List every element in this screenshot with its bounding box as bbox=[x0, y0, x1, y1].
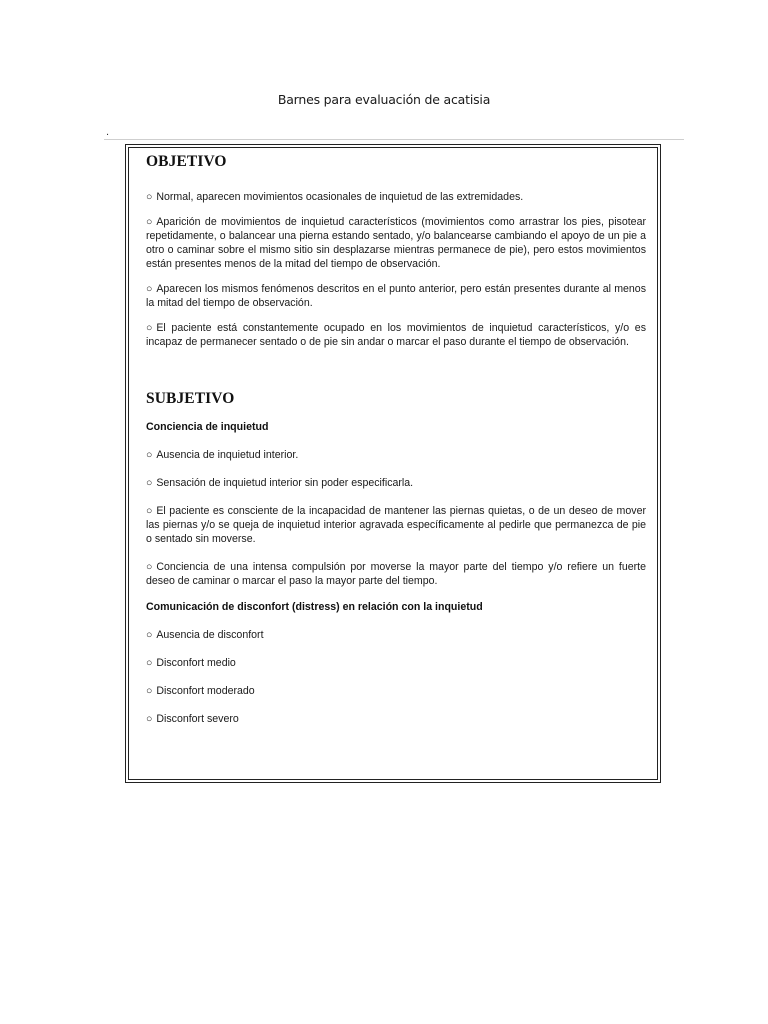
header-divider bbox=[104, 139, 684, 140]
awareness-item-1 bbox=[146, 476, 646, 490]
awareness-item-2 bbox=[146, 504, 646, 546]
distress-item-0 bbox=[146, 628, 646, 642]
radio-circle-icon: ○ bbox=[146, 322, 153, 334]
objective-item-2 bbox=[146, 282, 646, 310]
objective-item-3 bbox=[146, 321, 646, 349]
distress-item-3 bbox=[146, 712, 646, 726]
radio-circle-icon: ○ bbox=[146, 477, 153, 489]
radio-circle-icon: ○ bbox=[146, 505, 153, 517]
radio-circle-icon: ○ bbox=[146, 283, 153, 295]
stray-mark: . bbox=[106, 126, 110, 138]
objective-heading: OBJETIVO bbox=[146, 153, 227, 170]
objective-item-text: Normal, aparecen movimientos ocasionales de inquietud de las extremidades. bbox=[156, 191, 524, 203]
distress-item-1 bbox=[146, 656, 646, 670]
radio-circle-icon: ○ bbox=[146, 657, 153, 669]
distress-item-text: Disconfort moderado bbox=[156, 685, 255, 697]
awareness-item-text: Ausencia de inquietud interior. bbox=[156, 449, 299, 461]
objective-item-text: Aparecen los mismos fenómenos descritos en el punto anterior, pero están presentes durante al menos la mitad del tiempo de observación. bbox=[146, 283, 646, 309]
radio-circle-icon: ○ bbox=[146, 449, 153, 461]
radio-circle-icon: ○ bbox=[146, 561, 153, 573]
awareness-item-text: Conciencia de una intensa compulsión por moverse la mayor parte del tiempo y/o refiere un fuerte deseo de caminar o marcar el paso la mayor parte del tiempo. bbox=[146, 561, 646, 587]
objective-item-1 bbox=[146, 215, 646, 271]
subjective-heading: SUBJETIVO bbox=[146, 390, 235, 407]
distress-item-text: Disconfort medio bbox=[156, 657, 236, 669]
objective-item-text: El paciente está constantemente ocupado en los movimientos de inquietud característicos, y/o es incapaz de permanecer sentado o de pie sin andar o marcar el paso durante el tiempo de observación. bbox=[146, 322, 646, 348]
objective-item-text: Aparición de movimientos de inquietud característicos (movimientos como arrastrar los pies, pisotear repetidamente, o balancear una pierna estando sentado, y/o balancearse cambiando el apoyo de un pie a otro o caminar sobre el mismo sitio sin desplazarse mientras permanece de pie), pero estos movimientos están presentes menos de la mitad del tiempo de observación. bbox=[146, 216, 646, 270]
scale-content bbox=[146, 152, 646, 726]
objective-item-0 bbox=[146, 190, 646, 204]
radio-circle-icon: ○ bbox=[146, 629, 153, 641]
awareness-item-0 bbox=[146, 448, 646, 462]
radio-circle-icon: ○ bbox=[146, 713, 153, 725]
awareness-subheading: Conciencia de inquietud bbox=[146, 421, 269, 433]
awareness-item-text: El paciente es consciente de la incapacidad de mantener las piernas quietas, o de un deseo de mover las piernas y/o se queja de inquietud interior agravada específicamente al pedirle que permanezca de pie o sentado sin moverse. bbox=[146, 505, 646, 545]
awareness-item-text: Sensación de inquietud interior sin poder especificarla. bbox=[156, 477, 414, 489]
distress-item-2 bbox=[146, 684, 646, 698]
awareness-item-3 bbox=[146, 560, 646, 588]
distress-item-text: Disconfort severo bbox=[156, 713, 239, 725]
radio-circle-icon: ○ bbox=[146, 216, 153, 228]
distress-item-text: Ausencia de disconfort bbox=[156, 629, 264, 641]
radio-circle-icon: ○ bbox=[146, 685, 153, 697]
distress-subheading: Comunicación de disconfort (distress) en relación con la inquietud bbox=[146, 601, 483, 613]
radio-circle-icon: ○ bbox=[146, 191, 153, 203]
document-title: Barnes para evaluación de acatisia bbox=[277, 92, 491, 107]
